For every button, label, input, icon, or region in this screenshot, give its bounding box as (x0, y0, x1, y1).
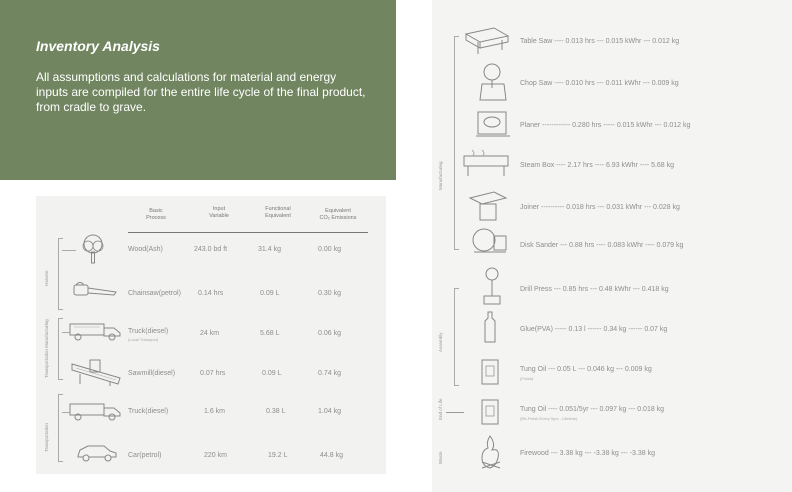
row-input: 0.07 hrs (200, 370, 226, 377)
row-text: Joiner ---------- 0.018 hrs --- 0.031 kWhr --- 0.028 kg (520, 204, 680, 211)
row-functional: 31.4 kg (258, 246, 281, 253)
manufacturing-bracket (454, 36, 459, 250)
transport-bracket (58, 394, 63, 462)
row-functional: 19.2 L (268, 452, 288, 459)
row-functional: 0.09 L (262, 370, 282, 377)
page-title: Inventory Analysis (36, 38, 160, 54)
row-process: Truck(diesel) (128, 328, 169, 335)
row-input: 1.6 km (204, 408, 226, 415)
row-process: Wood(Ash) (128, 246, 163, 253)
left-inventory-sheet (36, 196, 386, 474)
row-process: Chainsaw(petrol) (128, 290, 181, 297)
header-rule (128, 232, 368, 233)
row-input: 243.0 bd ft (194, 246, 228, 253)
truck-icon (68, 320, 122, 342)
group-label-harvest: Harvest (44, 270, 49, 286)
row-co2: 0.30 kg (318, 290, 341, 297)
right-inventory-sheet (432, 0, 792, 492)
group-label-assembly: Assembly (438, 332, 443, 352)
row-note: (Finish) (520, 376, 534, 381)
car-icon (76, 442, 118, 462)
header-functional-equivalent: Functional Equivalent (265, 206, 291, 219)
row-functional: 0.38 L (266, 408, 286, 415)
group-label-transport-manufacturing: Transportation Manufacturing (44, 319, 49, 378)
header-co2-emissions: Equivalent CO₂ Emissions (319, 208, 357, 221)
intro-paragraph: All assumptions and calculations for material and energy inputs are compiled for the entire life cycle of the final product, from cradle to grave. (36, 70, 366, 114)
row-co2: 44.8 kg (320, 452, 343, 459)
row-text: Planer ------------ 0.280 hrs ----- 0.015 kWhr --- 0.012 kg (520, 122, 691, 129)
planer-icon (474, 106, 512, 140)
row-text: Steam Box ---- 2.17 hrs ---- 6.93 kWhr ---- 5.68 kg (520, 162, 675, 169)
chainsaw-icon (72, 280, 118, 298)
connector (62, 412, 70, 413)
glue-icon (482, 310, 498, 344)
row-text: Disk Sander --- 0.88 hrs ---- 0.083 kWhr ---- 0.079 kg (520, 242, 684, 249)
row-input: 0.14 hrs (198, 290, 224, 297)
row-input: 220 km (204, 452, 227, 459)
firewood-icon (478, 434, 504, 470)
group-label-manufacturing: Manufacturing (438, 161, 443, 190)
row-text: Table Saw ---- 0.013 hrs --- 0.015 kWhr --- 0.012 kg (520, 38, 680, 45)
row-process: Sawmill(diesel) (128, 370, 176, 377)
header-input-variable: Input Variable (209, 206, 229, 219)
truck-icon (68, 400, 122, 422)
row-co2: 0.06 kg (318, 330, 341, 337)
row-text: Firewood --- 3.38 kg --- -3.38 kg --- -3.38 kg (520, 450, 655, 457)
manufacturing-bracket (58, 318, 63, 380)
row-co2: 1.04 kg (318, 408, 341, 415)
row-input: 24 km (200, 330, 220, 337)
assembly-bracket (454, 288, 459, 386)
row-note: (Re-Finish Every 5yrs - Lifetime) (520, 416, 578, 421)
steam-box-icon (462, 148, 512, 178)
row-note: (Local Transport) (128, 337, 159, 342)
row-process: Truck(diesel) (128, 408, 169, 415)
row-text: Chop Saw ---- 0.010 hrs --- 0.011 kWhr --- 0.009 kg (520, 80, 679, 87)
row-process: Car(petrol) (128, 452, 162, 459)
row-text: Tung Oil --- 0.05 L --- 0.046 kg --- 0.009 kg (520, 366, 652, 373)
disk-sander-icon (470, 226, 508, 256)
tung-oil-icon (480, 356, 500, 386)
row-text: Glue(PVA) ----- 0.13 l ------ 0.34 kg ------ 0.07 kg (520, 326, 668, 333)
row-text: Drill Press --- 0.85 hrs --- 0.48 kWhr --- 0.418 kg (520, 286, 669, 293)
group-label-end-of-life: End of Life (438, 398, 443, 420)
connector (62, 250, 76, 251)
joiner-icon (466, 188, 508, 222)
row-functional: 5.68 L (260, 330, 280, 337)
sawmill-icon (70, 358, 122, 386)
group-label-waste: Waste (438, 451, 443, 464)
intro-panel (0, 0, 396, 180)
row-co2: 0.00 kg (318, 246, 341, 253)
row-co2: 0.74 kg (318, 370, 341, 377)
connector (62, 332, 70, 333)
end-of-life-line (446, 412, 464, 413)
harvest-bracket (58, 238, 63, 310)
tung-oil-can-icon (480, 396, 500, 426)
row-text: Tung Oil ---- 0.051/5yr --- 0.097 kg --- 0.018 kg (520, 406, 665, 413)
row-functional: 0.09 L (260, 290, 280, 297)
tree-icon (80, 234, 106, 264)
table-saw-icon (464, 26, 510, 54)
group-label-transportation: Transportation (44, 423, 49, 452)
drill-press-icon (476, 266, 506, 306)
chop-saw-icon (476, 62, 510, 102)
header-basic-process: Basic Process (146, 208, 166, 221)
